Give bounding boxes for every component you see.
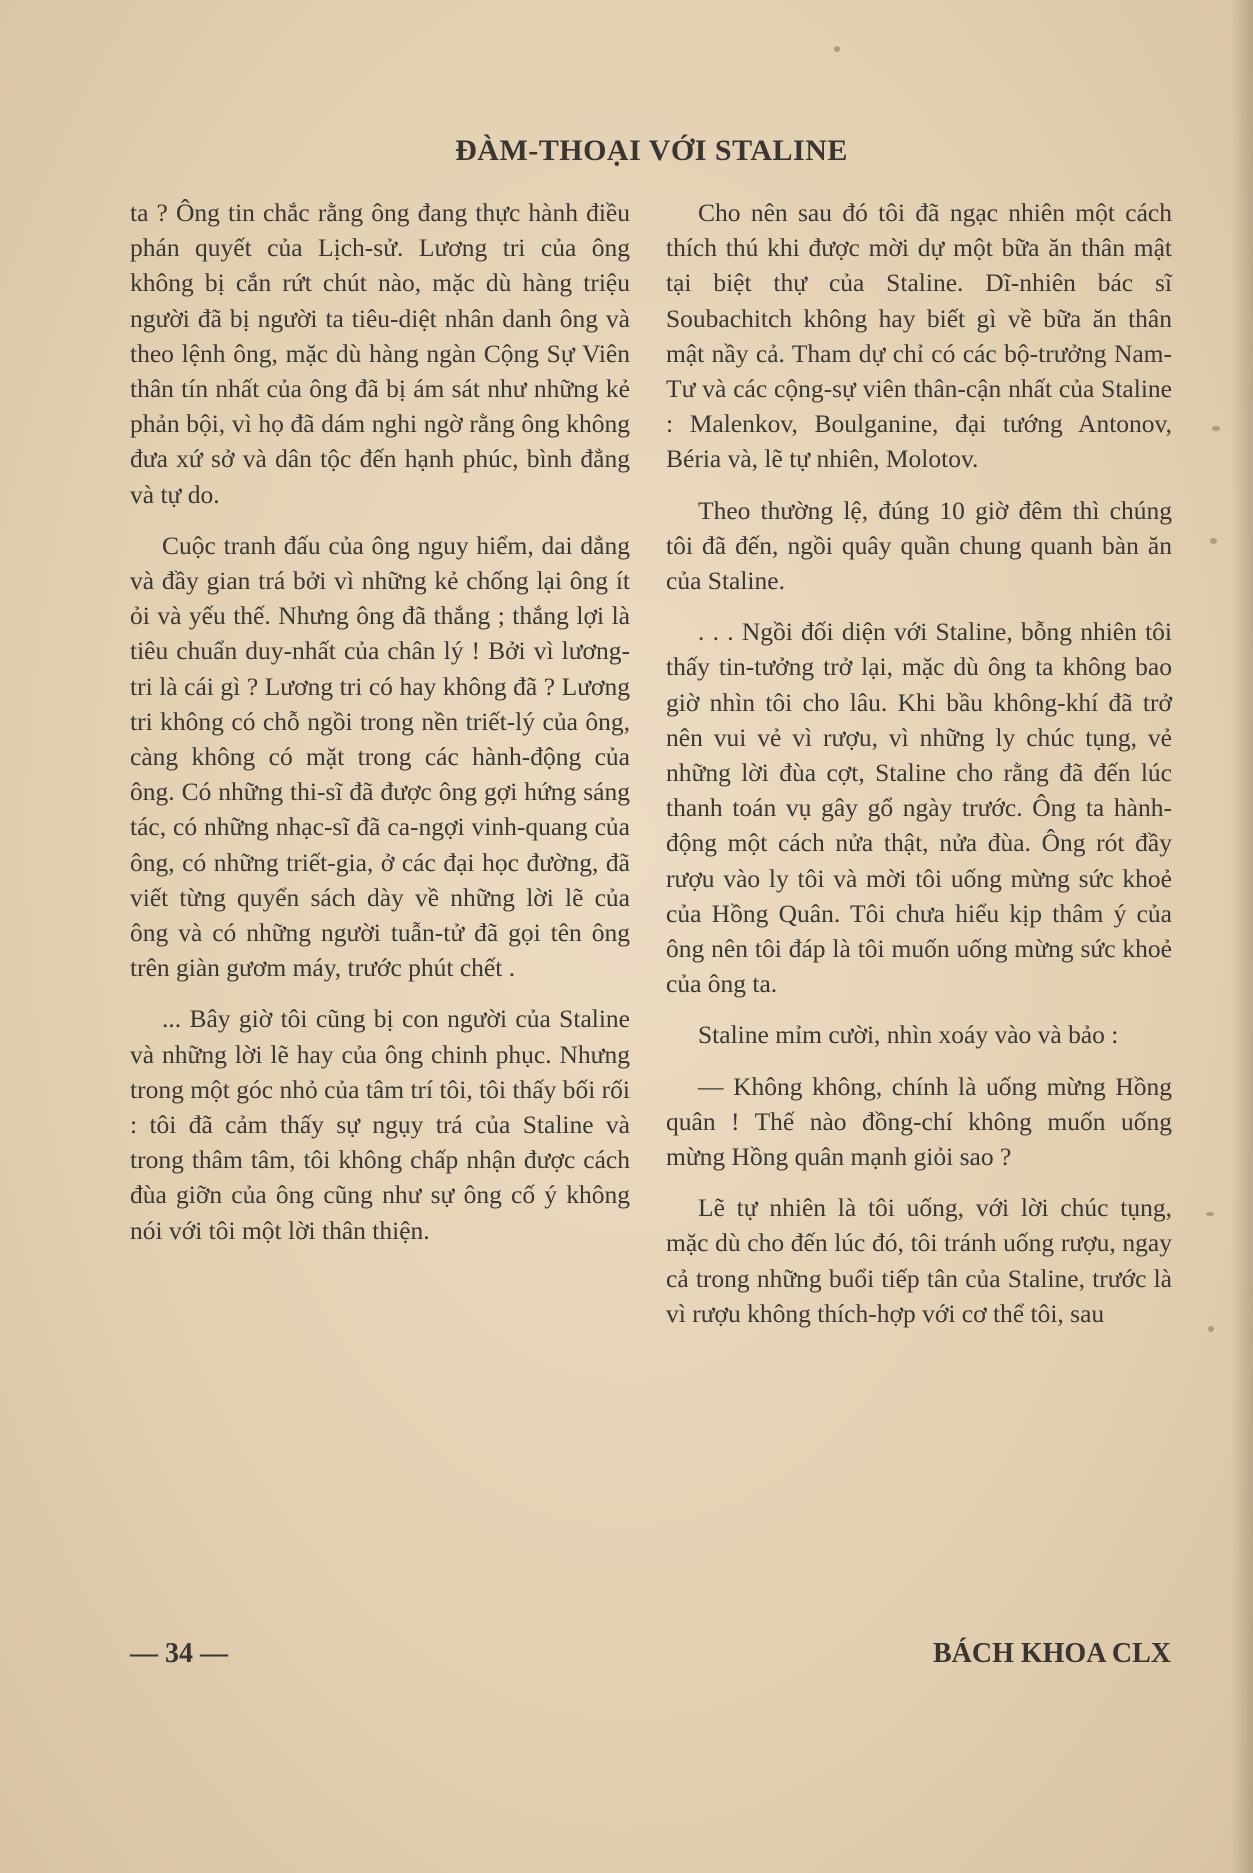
left-paragraph-2: Cuộc tranh đấu của ông nguy hiểm, dai dẳng và đầy gian trá bởi vì những kẻ chống lại ông ít ỏi và yếu thế. Nhưng ông đã thắng ; thắng lợi là tiêu chuẩn duy-nhất của chân lý ! Bởi vì lương-tri là cái gì ? Lương tri có hay không đã ? Lương tri không có chỗ ngồi trong nền triết-lý của ông, càng không có mặt trong các hành-động của ông. Có những thi-sĩ đã được ông gợi hứng sáng tác, có những nhạc-sĩ đã ca-ngợi vinh-quang của ông, có những triết-gia, ở các đại học đường, đã viết từng quyển sách dày về những lời lẽ của ông và có những người tuẫn-tử đã gọi tên ông trên giàn gươm máy, trước phút chết . [130,530,630,983]
right-column [666,195,1172,1331]
paper-speck [834,46,840,52]
left-paragraph-1: ta ? Ông tin chắc rằng ông đang thực hành điều phán quyết của Lịch-sử. Lương tri của ông không bị cắn rứt chút nào, mặc dù hàng triệu người đã bị người ta tiêu-diệt nhân danh ông và theo lệnh ông, mặc dù hàng ngàn Cộng Sự Viên thân tín nhất của ông đã bị ám sát như những kẻ phản bội, vì họ đã dám nghi ngờ rằng ông không đưa xứ sở và dân tộc đến hạnh phúc, bình đẳng và tự do. [130,198,630,509]
right-paragraph-6: Lẽ tự nhiên là tôi uống, với lời chúc tụng, mặc dù cho đến lúc đó, tôi tránh uống rượu, ngay cả trong những buổi tiếp tân của Staline, trước là vì rượu không thích-hợp với cơ thể tôi, sau [666,1193,1172,1328]
paper-speck [1210,538,1217,544]
right-paragraph-1: Cho nên sau đó tôi đã ngạc nhiên một cách thích thú khi được mời dự một bữa ăn thân mật tại biệt thự của Staline. Dĩ-nhiên bác sĩ Soubachitch không hay biết gì về bữa ăn thân mật nầy cả. Tham dự chỉ có các bộ-trưởng Nam-Tư và các cộng-sự viên thân-cận nhất của Staline : Malenkov, Boulganine, đại tướng Antonov, Béria và, lẽ tự nhiên, Molotov. [666,198,1172,474]
right-paragraph-2: Theo thường lệ, đúng 10 giờ đêm thì chúng tôi đã đến, ngồi quây quần chung quanh bàn ăn của Staline. [666,495,1172,596]
left-column [130,195,630,1248]
paper-speck [1212,426,1220,431]
right-paragraph-3: . . . Ngồi đối diện với Staline, bỗng nhiên tôi thấy tin-tưởng trở lại, mặc dù ông ta không bao giờ nhìn tôi cho lâu. Khi bầu không-khí đã trở nên vui vẻ vì rượu, vì những ly chúc tụng, vẻ những lời đùa cợt, Staline cho rằng đã đến lúc thanh toán vụ gây gổ ngày trước. Ông ta hành-động một cách nửa thật, nửa đùa. Ông rót đầy rượu vào ly tôi và mời tôi uống mừng sức khoẻ của Hồng Quân. Tôi chưa hiểu kịp thâm ý của ông nên tôi đáp là tôi muốn uống mừng sức khoẻ của ông ta. [666,617,1172,999]
publication-signature: BÁCH KHOA CLX [932,1638,1171,1669]
page-number: — 34 — [130,1638,228,1669]
right-paragraph-5: — Không không, chính là uống mừng Hồng quân ! Thế nào đồng-chí không muốn uống mừng Hồng quân mạnh giỏi sao ? [666,1071,1172,1172]
right-paragraph-4: Staline mỉm cười, nhìn xoáy vào và bảo : [698,1020,1119,1050]
left-paragraph-3: ... Bây giờ tôi cũng bị con người của Staline và những lời lẽ hay của ông chinh phục. Nhưng trong một góc nhỏ của tâm trí tôi, tôi thấy bối rối : tôi đã cảm thấy sự ngụy trá của Staline và trong thâm tâm, tôi không chấp nhận được cách đùa giỡn của ông cũng như sự ông cố ý không nói với tôi một lời thân thiện. [130,1004,631,1245]
paper-speck [1208,1326,1214,1332]
page-edge-shadow [1231,0,1253,1873]
running-title: ĐÀM-THOẠI VỚI STALINE [455,134,848,167]
paper-speck [1206,1212,1214,1216]
